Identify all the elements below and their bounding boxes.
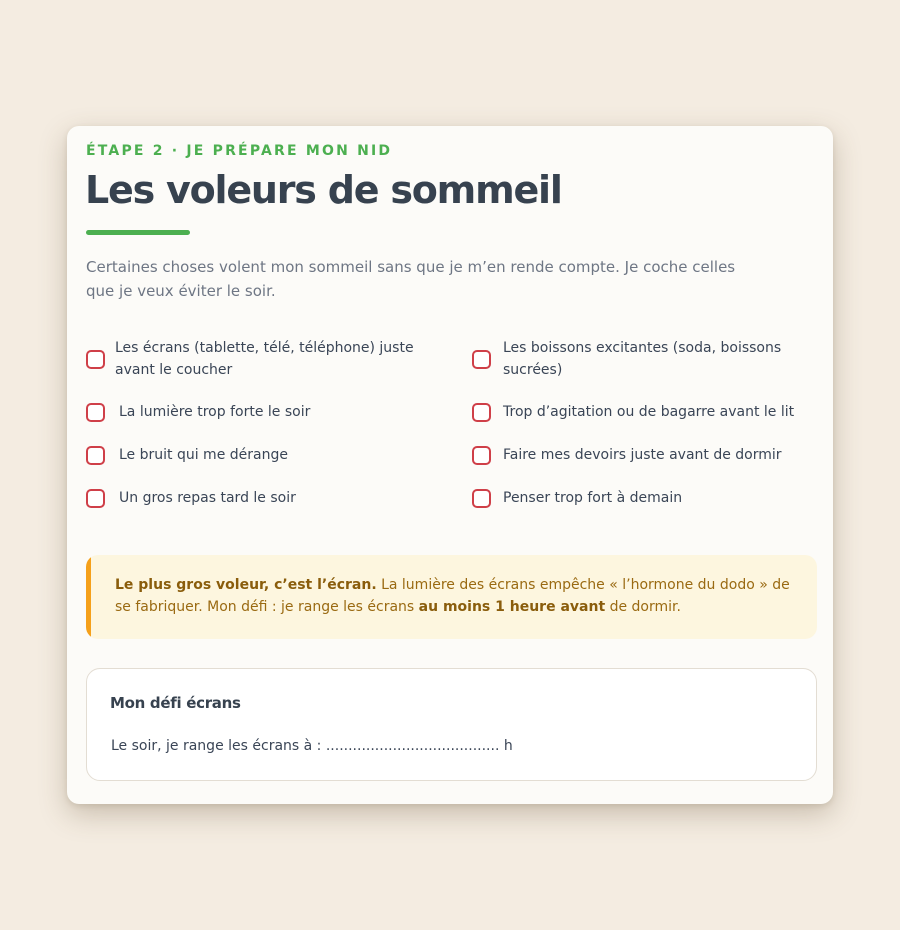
checklist-item-light[interactable] (86, 401, 446, 423)
checklist-item-label: La lumière trop forte le soir (119, 404, 311, 420)
checklist-item-drinks[interactable] (472, 337, 802, 381)
callout-accent-bar (86, 555, 91, 639)
checkbox[interactable] (86, 350, 105, 369)
checklist-item-meal[interactable] (86, 487, 446, 509)
callout-tail: de dormir. (605, 599, 681, 615)
checklist-item-screens[interactable] (86, 337, 426, 381)
checkbox[interactable] (86, 403, 105, 422)
page-title: Les voleurs de sommeil (85, 168, 562, 212)
checklist-item-noise[interactable] (86, 444, 446, 466)
checklist-item-label: Un gros repas tard le soir (119, 490, 296, 506)
checkbox[interactable] (472, 350, 491, 369)
checklist-item-homework[interactable] (472, 444, 822, 466)
tip-callout (86, 555, 817, 639)
checklist-item-worry[interactable] (472, 487, 822, 509)
callout-lead: Le plus gros voleur, c’est l’écran. (115, 577, 377, 593)
callout-text (115, 574, 795, 618)
checklist-item-label: Faire mes devoirs juste avant de dormir (503, 447, 782, 463)
checkbox[interactable] (472, 446, 491, 465)
checkbox[interactable] (472, 489, 491, 508)
title-underline (86, 230, 190, 235)
checklist-item-agitation[interactable] (472, 401, 822, 423)
challenge-fill-line[interactable]: Le soir, je range les écrans à : ....................................... h (111, 738, 513, 754)
checkbox[interactable] (86, 446, 105, 465)
checklist-item-label: Le bruit qui me dérange (119, 447, 288, 463)
checkbox[interactable] (86, 489, 105, 508)
step-kicker: ÉTAPE 2 · JE PRÉPARE MON NID (86, 143, 393, 159)
challenge-box (86, 668, 817, 781)
challenge-title: Mon défi écrans (110, 694, 241, 712)
checklist-item-label: Penser trop fort à demain (503, 490, 683, 506)
callout-emphasis: au moins 1 heure avant (418, 599, 606, 615)
checklist-item-label: Les boissons excitantes (soda, boissons sucrées) (503, 340, 782, 378)
checklist-item-label: Trop d’agitation ou de bagarre avant le lit (503, 404, 795, 420)
checklist-item-label: Les écrans (tablette, télé, téléphone) juste avant le coucher (115, 340, 414, 378)
intro-text: Certaines choses volent mon sommeil sans que je m’en rende compte. Je coche celles que je veux éviter le soir. (86, 258, 736, 300)
callout-body: La lumière des écrans empêche « l’hormone du dodo » de se fabriquer. Mon défi : je range les écrans (115, 577, 790, 615)
worksheet-card (67, 126, 833, 804)
checkbox[interactable] (472, 403, 491, 422)
